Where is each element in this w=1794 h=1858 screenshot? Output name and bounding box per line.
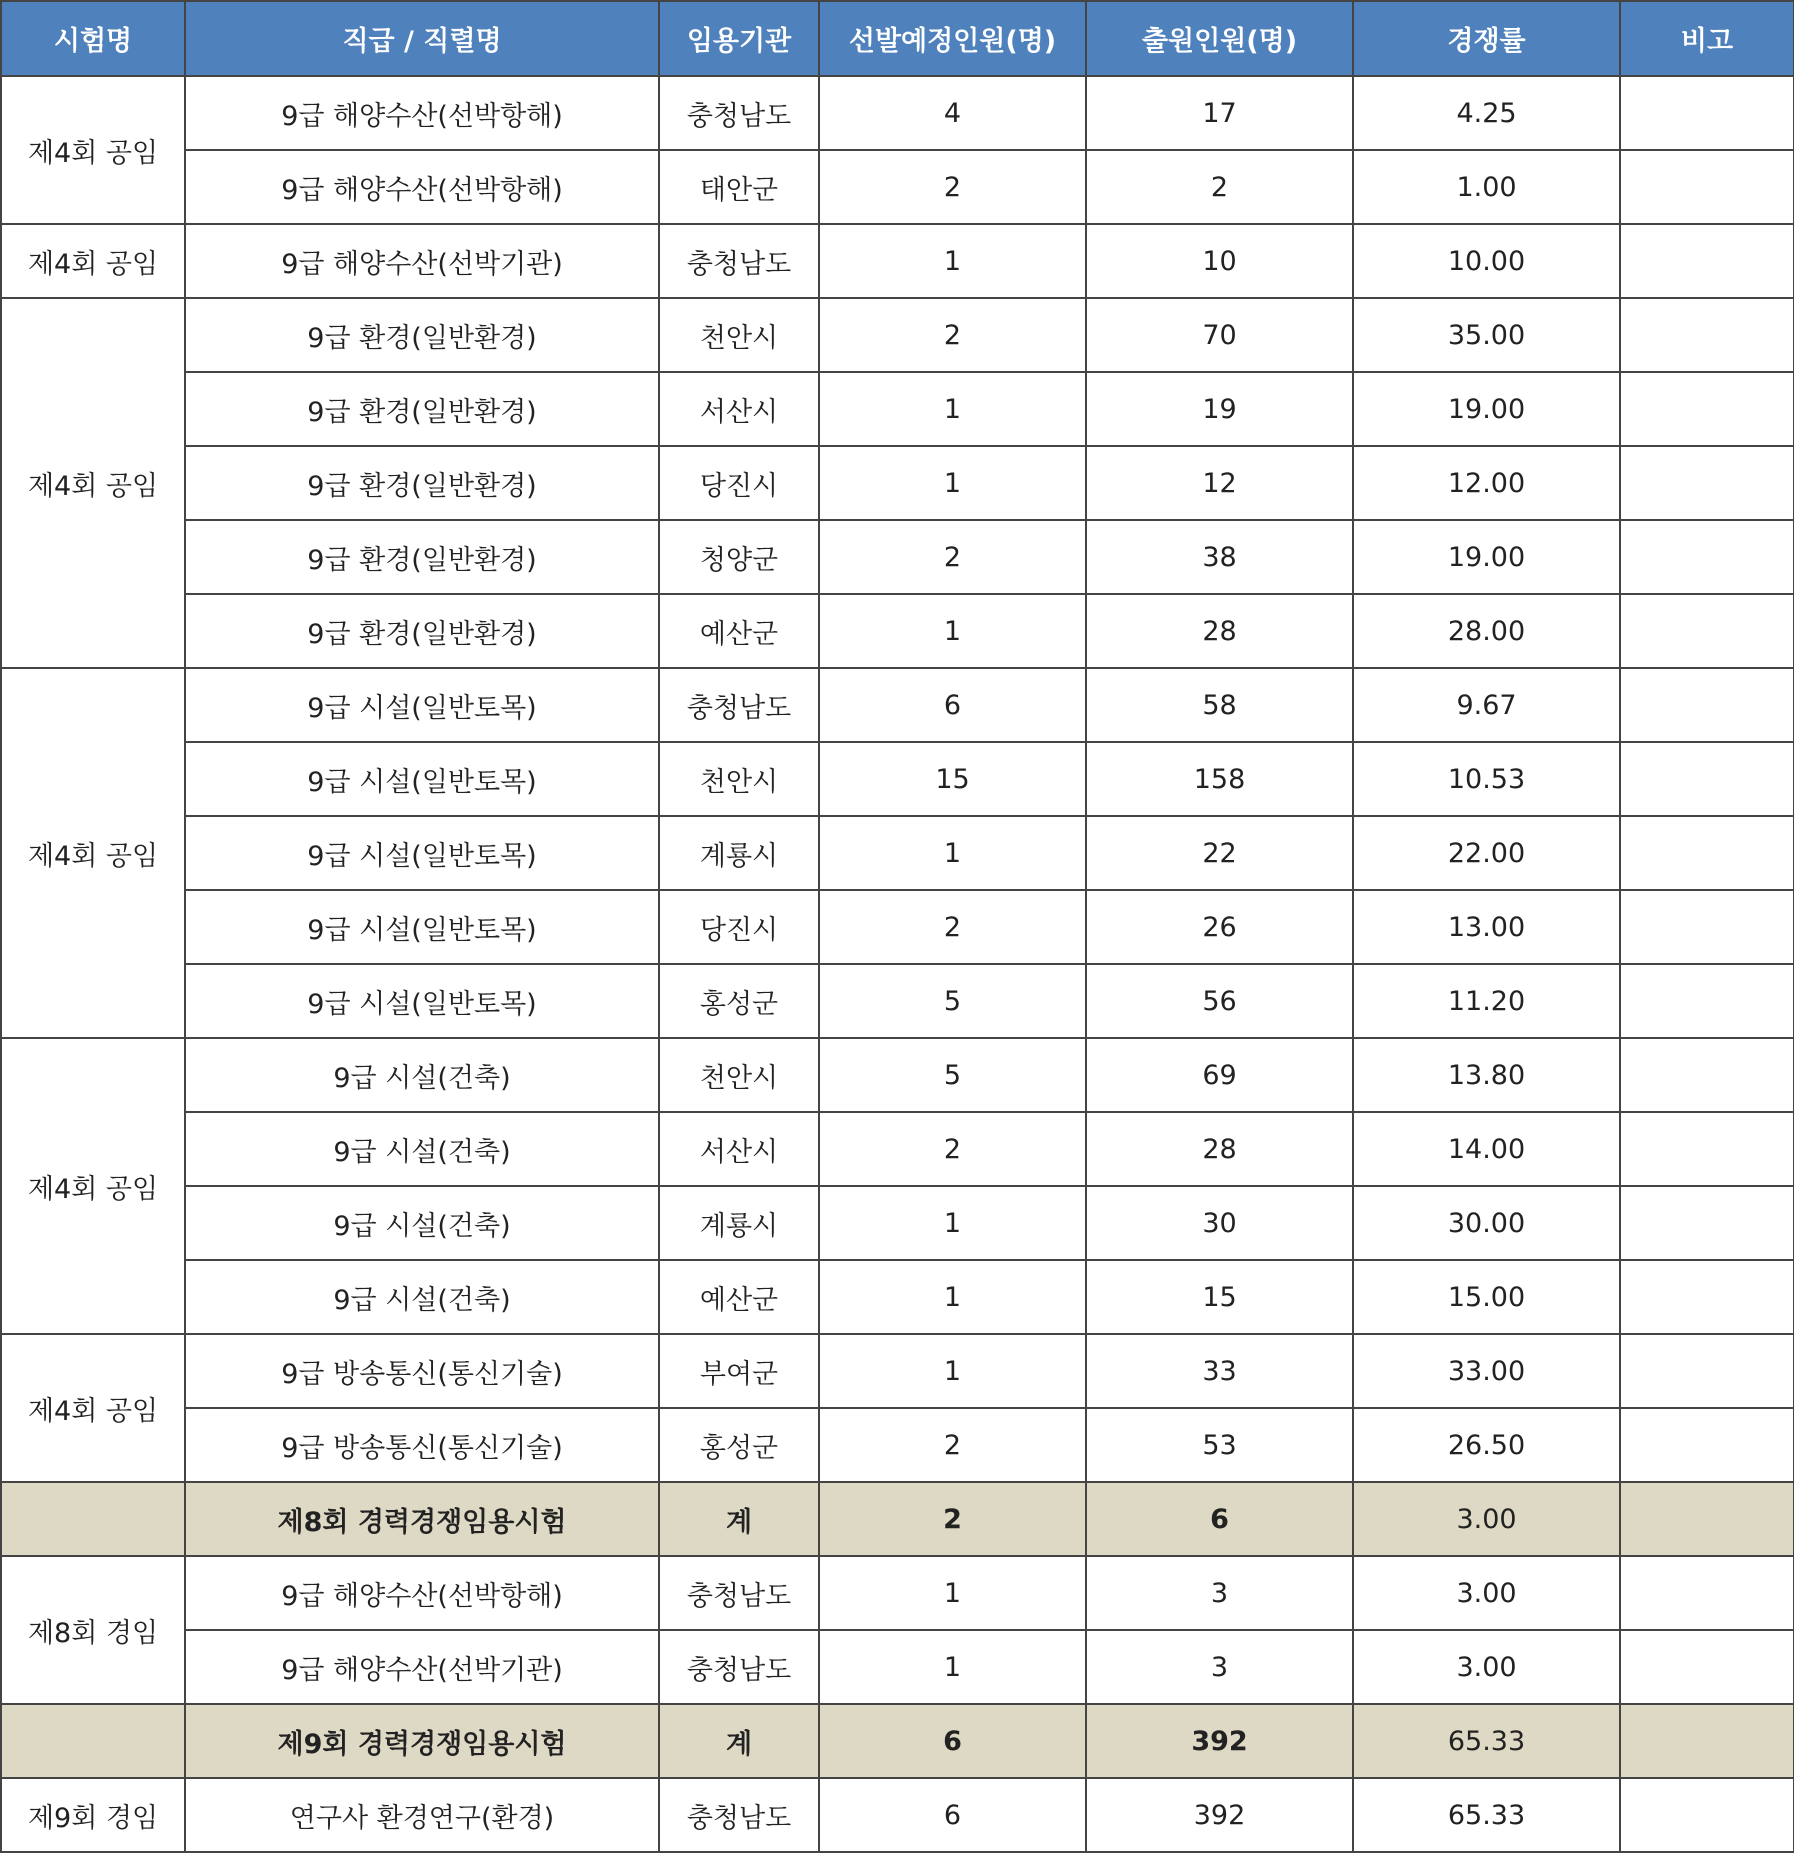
remarks-cell xyxy=(1620,372,1794,446)
position-cell: 9급 시설(일반토목) xyxy=(185,742,659,816)
planned-count-cell: 5 xyxy=(819,964,1086,1038)
header-remarks: 비고 xyxy=(1620,1,1794,76)
table-row xyxy=(1,1260,1794,1334)
applicant-count-cell: 15 xyxy=(1086,1260,1353,1334)
planned-count-cell: 1 xyxy=(819,372,1086,446)
applicant-count-cell: 28 xyxy=(1086,594,1353,668)
position-cell: 9급 방송통신(통신기술) xyxy=(185,1334,659,1408)
planned-count-cell: 2 xyxy=(819,890,1086,964)
agency-cell: 충청남도 xyxy=(659,1630,819,1704)
competition-rate-cell: 10.00 xyxy=(1353,224,1620,298)
subtotal-title-cell: 제8회 경력경쟁임용시험 xyxy=(185,1482,659,1556)
remarks-cell xyxy=(1620,76,1794,150)
remarks-cell xyxy=(1620,1704,1794,1778)
remarks-cell xyxy=(1620,224,1794,298)
planned-count-cell: 1 xyxy=(819,1186,1086,1260)
exam-name-cell: 제4회 공임 xyxy=(1,298,185,668)
subtotal-label-cell: 계 xyxy=(659,1704,819,1778)
position-cell: 9급 해양수산(선박항해) xyxy=(185,76,659,150)
planned-count-cell: 4 xyxy=(819,76,1086,150)
planned-count-cell: 1 xyxy=(819,1556,1086,1630)
remarks-cell xyxy=(1620,150,1794,224)
applicant-count-cell: 158 xyxy=(1086,742,1353,816)
position-cell: 9급 환경(일반환경) xyxy=(185,372,659,446)
remarks-cell xyxy=(1620,816,1794,890)
remarks-cell xyxy=(1620,594,1794,668)
subtotal-label-cell: 계 xyxy=(659,1482,819,1556)
agency-cell: 부여군 xyxy=(659,1334,819,1408)
applicant-count-cell: 69 xyxy=(1086,1038,1353,1112)
remarks-cell xyxy=(1620,668,1794,742)
exam-name-cell: 제9회 경임 xyxy=(1,1778,185,1852)
competition-rate-cell: 3.00 xyxy=(1353,1556,1620,1630)
remarks-cell xyxy=(1620,964,1794,1038)
table-row xyxy=(1,742,1794,816)
header-planned-count: 선발예정인원(명) xyxy=(819,1,1086,76)
agency-cell: 천안시 xyxy=(659,298,819,372)
exam-name-cell xyxy=(1,1482,185,1556)
competition-rate-cell: 12.00 xyxy=(1353,446,1620,520)
header-agency: 임용기관 xyxy=(659,1,819,76)
position-cell: 9급 시설(일반토목) xyxy=(185,890,659,964)
header-competition-rate: 경쟁률 xyxy=(1353,1,1620,76)
remarks-cell xyxy=(1620,1260,1794,1334)
remarks-cell xyxy=(1620,1630,1794,1704)
table-row xyxy=(1,1186,1794,1260)
remarks-cell xyxy=(1620,1408,1794,1482)
agency-cell: 충청남도 xyxy=(659,1778,819,1852)
agency-cell: 천안시 xyxy=(659,1038,819,1112)
planned-count-cell: 2 xyxy=(819,520,1086,594)
planned-count-cell: 5 xyxy=(819,1038,1086,1112)
exam-name-cell: 제4회 공임 xyxy=(1,1334,185,1482)
table-row xyxy=(1,594,1794,668)
competition-rate-cell: 15.00 xyxy=(1353,1260,1620,1334)
position-cell: 9급 시설(일반토목) xyxy=(185,816,659,890)
agency-cell: 충청남도 xyxy=(659,224,819,298)
planned-count-cell: 1 xyxy=(819,224,1086,298)
remarks-cell xyxy=(1620,446,1794,520)
planned-count-cell: 1 xyxy=(819,1260,1086,1334)
competition-rate-cell: 26.50 xyxy=(1353,1408,1620,1482)
applicant-count-cell: 3 xyxy=(1086,1630,1353,1704)
remarks-cell xyxy=(1620,1482,1794,1556)
planned-count-cell: 2 xyxy=(819,150,1086,224)
position-cell: 9급 시설(일반토목) xyxy=(185,964,659,1038)
planned-count-cell: 2 xyxy=(819,1482,1086,1556)
competition-rate-cell: 1.00 xyxy=(1353,150,1620,224)
competition-rate-cell: 35.00 xyxy=(1353,298,1620,372)
applicant-count-cell: 58 xyxy=(1086,668,1353,742)
competition-rate-cell: 13.00 xyxy=(1353,890,1620,964)
position-cell: 9급 해양수산(선박항해) xyxy=(185,150,659,224)
remarks-cell xyxy=(1620,1186,1794,1260)
position-cell: 9급 시설(건축) xyxy=(185,1260,659,1334)
subtotal-title-cell: 제9회 경력경쟁임용시험 xyxy=(185,1704,659,1778)
header-row xyxy=(1,1,1794,76)
applicant-count-cell: 2 xyxy=(1086,150,1353,224)
table-body xyxy=(1,76,1794,1852)
position-cell: 9급 방송통신(통신기술) xyxy=(185,1408,659,1482)
applicant-count-cell: 26 xyxy=(1086,890,1353,964)
applicant-count-cell: 33 xyxy=(1086,1334,1353,1408)
table-row xyxy=(1,1778,1794,1852)
applicant-count-cell: 17 xyxy=(1086,76,1353,150)
competition-rate-cell: 11.20 xyxy=(1353,964,1620,1038)
table-row xyxy=(1,816,1794,890)
applicant-count-cell: 6 xyxy=(1086,1482,1353,1556)
competition-rate-cell: 22.00 xyxy=(1353,816,1620,890)
table-row xyxy=(1,1556,1794,1630)
agency-cell: 홍성군 xyxy=(659,964,819,1038)
planned-count-cell: 15 xyxy=(819,742,1086,816)
remarks-cell xyxy=(1620,1334,1794,1408)
competition-rate-cell: 30.00 xyxy=(1353,1186,1620,1260)
table-row xyxy=(1,1038,1794,1112)
table-row xyxy=(1,1630,1794,1704)
planned-count-cell: 6 xyxy=(819,1778,1086,1852)
position-cell: 9급 환경(일반환경) xyxy=(185,594,659,668)
competition-rate-cell: 19.00 xyxy=(1353,372,1620,446)
position-cell: 9급 시설(건축) xyxy=(185,1038,659,1112)
table-row xyxy=(1,1408,1794,1482)
table-row xyxy=(1,150,1794,224)
agency-cell: 충청남도 xyxy=(659,668,819,742)
table-row xyxy=(1,668,1794,742)
competition-rate-cell: 3.00 xyxy=(1353,1630,1620,1704)
remarks-cell xyxy=(1620,1778,1794,1852)
agency-cell: 당진시 xyxy=(659,446,819,520)
planned-count-cell: 2 xyxy=(819,1112,1086,1186)
position-cell: 9급 환경(일반환경) xyxy=(185,298,659,372)
competition-rate-cell: 28.00 xyxy=(1353,594,1620,668)
table-row xyxy=(1,76,1794,150)
applicant-count-cell: 392 xyxy=(1086,1704,1353,1778)
exam-name-cell: 제4회 공임 xyxy=(1,76,185,224)
applicant-count-cell: 19 xyxy=(1086,372,1353,446)
remarks-cell xyxy=(1620,1556,1794,1630)
table-row xyxy=(1,890,1794,964)
agency-cell: 청양군 xyxy=(659,520,819,594)
agency-cell: 충청남도 xyxy=(659,76,819,150)
competition-rate-cell: 4.25 xyxy=(1353,76,1620,150)
applicant-count-cell: 38 xyxy=(1086,520,1353,594)
position-cell: 9급 해양수산(선박기관) xyxy=(185,1630,659,1704)
agency-cell: 홍성군 xyxy=(659,1408,819,1482)
agency-cell: 당진시 xyxy=(659,890,819,964)
agency-cell: 서산시 xyxy=(659,1112,819,1186)
planned-count-cell: 1 xyxy=(819,1630,1086,1704)
applicant-count-cell: 28 xyxy=(1086,1112,1353,1186)
competition-rate-cell: 14.00 xyxy=(1353,1112,1620,1186)
agency-cell: 천안시 xyxy=(659,742,819,816)
agency-cell: 예산군 xyxy=(659,1260,819,1334)
agency-cell: 계룡시 xyxy=(659,1186,819,1260)
planned-count-cell: 1 xyxy=(819,1334,1086,1408)
planned-count-cell: 6 xyxy=(819,668,1086,742)
remarks-cell xyxy=(1620,298,1794,372)
table-row xyxy=(1,1112,1794,1186)
applicant-count-cell: 56 xyxy=(1086,964,1353,1038)
applicant-count-cell: 392 xyxy=(1086,1778,1353,1852)
exam-name-cell: 제4회 공임 xyxy=(1,224,185,298)
table-row xyxy=(1,964,1794,1038)
agency-cell: 서산시 xyxy=(659,372,819,446)
table-row xyxy=(1,1334,1794,1408)
agency-cell: 충청남도 xyxy=(659,1556,819,1630)
agency-cell: 예산군 xyxy=(659,594,819,668)
exam-name-cell: 제4회 공임 xyxy=(1,668,185,1038)
planned-count-cell: 2 xyxy=(819,298,1086,372)
planned-count-cell: 1 xyxy=(819,816,1086,890)
applicant-count-cell: 3 xyxy=(1086,1556,1353,1630)
table-row xyxy=(1,372,1794,446)
competition-rate-cell: 10.53 xyxy=(1353,742,1620,816)
planned-count-cell: 6 xyxy=(819,1704,1086,1778)
position-cell: 9급 환경(일반환경) xyxy=(185,446,659,520)
position-cell: 9급 시설(건축) xyxy=(185,1186,659,1260)
applicant-count-cell: 70 xyxy=(1086,298,1353,372)
competition-rate-cell: 9.67 xyxy=(1353,668,1620,742)
header-applicant-count: 출원인원(명) xyxy=(1086,1,1353,76)
exam-name-cell: 제4회 공임 xyxy=(1,1038,185,1334)
table-row xyxy=(1,520,1794,594)
competition-rate-cell: 3.00 xyxy=(1353,1482,1620,1556)
competition-rate-cell: 65.33 xyxy=(1353,1704,1620,1778)
position-cell: 9급 시설(건축) xyxy=(185,1112,659,1186)
applicant-count-cell: 53 xyxy=(1086,1408,1353,1482)
position-cell: 연구사 환경연구(환경) xyxy=(185,1778,659,1852)
position-cell: 9급 시설(일반토목) xyxy=(185,668,659,742)
agency-cell: 태안군 xyxy=(659,150,819,224)
competition-rate-cell: 33.00 xyxy=(1353,1334,1620,1408)
competition-rate-cell: 19.00 xyxy=(1353,520,1620,594)
header-position: 직급 / 직렬명 xyxy=(185,1,659,76)
position-cell: 9급 해양수산(선박항해) xyxy=(185,1556,659,1630)
subtotal-row xyxy=(1,1482,1794,1556)
remarks-cell xyxy=(1620,1038,1794,1112)
exam-name-cell: 제8회 경임 xyxy=(1,1556,185,1704)
remarks-cell xyxy=(1620,742,1794,816)
competition-rate-cell: 13.80 xyxy=(1353,1038,1620,1112)
table-row xyxy=(1,224,1794,298)
position-cell: 9급 해양수산(선박기관) xyxy=(185,224,659,298)
planned-count-cell: 1 xyxy=(819,594,1086,668)
remarks-cell xyxy=(1620,890,1794,964)
exam-name-cell xyxy=(1,1704,185,1778)
applicant-count-cell: 12 xyxy=(1086,446,1353,520)
remarks-cell xyxy=(1620,520,1794,594)
agency-cell: 계룡시 xyxy=(659,816,819,890)
applicant-count-cell: 30 xyxy=(1086,1186,1353,1260)
applicant-count-cell: 22 xyxy=(1086,816,1353,890)
table-row xyxy=(1,446,1794,520)
position-cell: 9급 환경(일반환경) xyxy=(185,520,659,594)
remarks-cell xyxy=(1620,1112,1794,1186)
subtotal-row xyxy=(1,1704,1794,1778)
planned-count-cell: 2 xyxy=(819,1408,1086,1482)
competition-rate-cell: 65.33 xyxy=(1353,1778,1620,1852)
applicant-count-cell: 10 xyxy=(1086,224,1353,298)
table-row xyxy=(1,298,1794,372)
planned-count-cell: 1 xyxy=(819,446,1086,520)
header-exam-name: 시험명 xyxy=(1,1,185,76)
